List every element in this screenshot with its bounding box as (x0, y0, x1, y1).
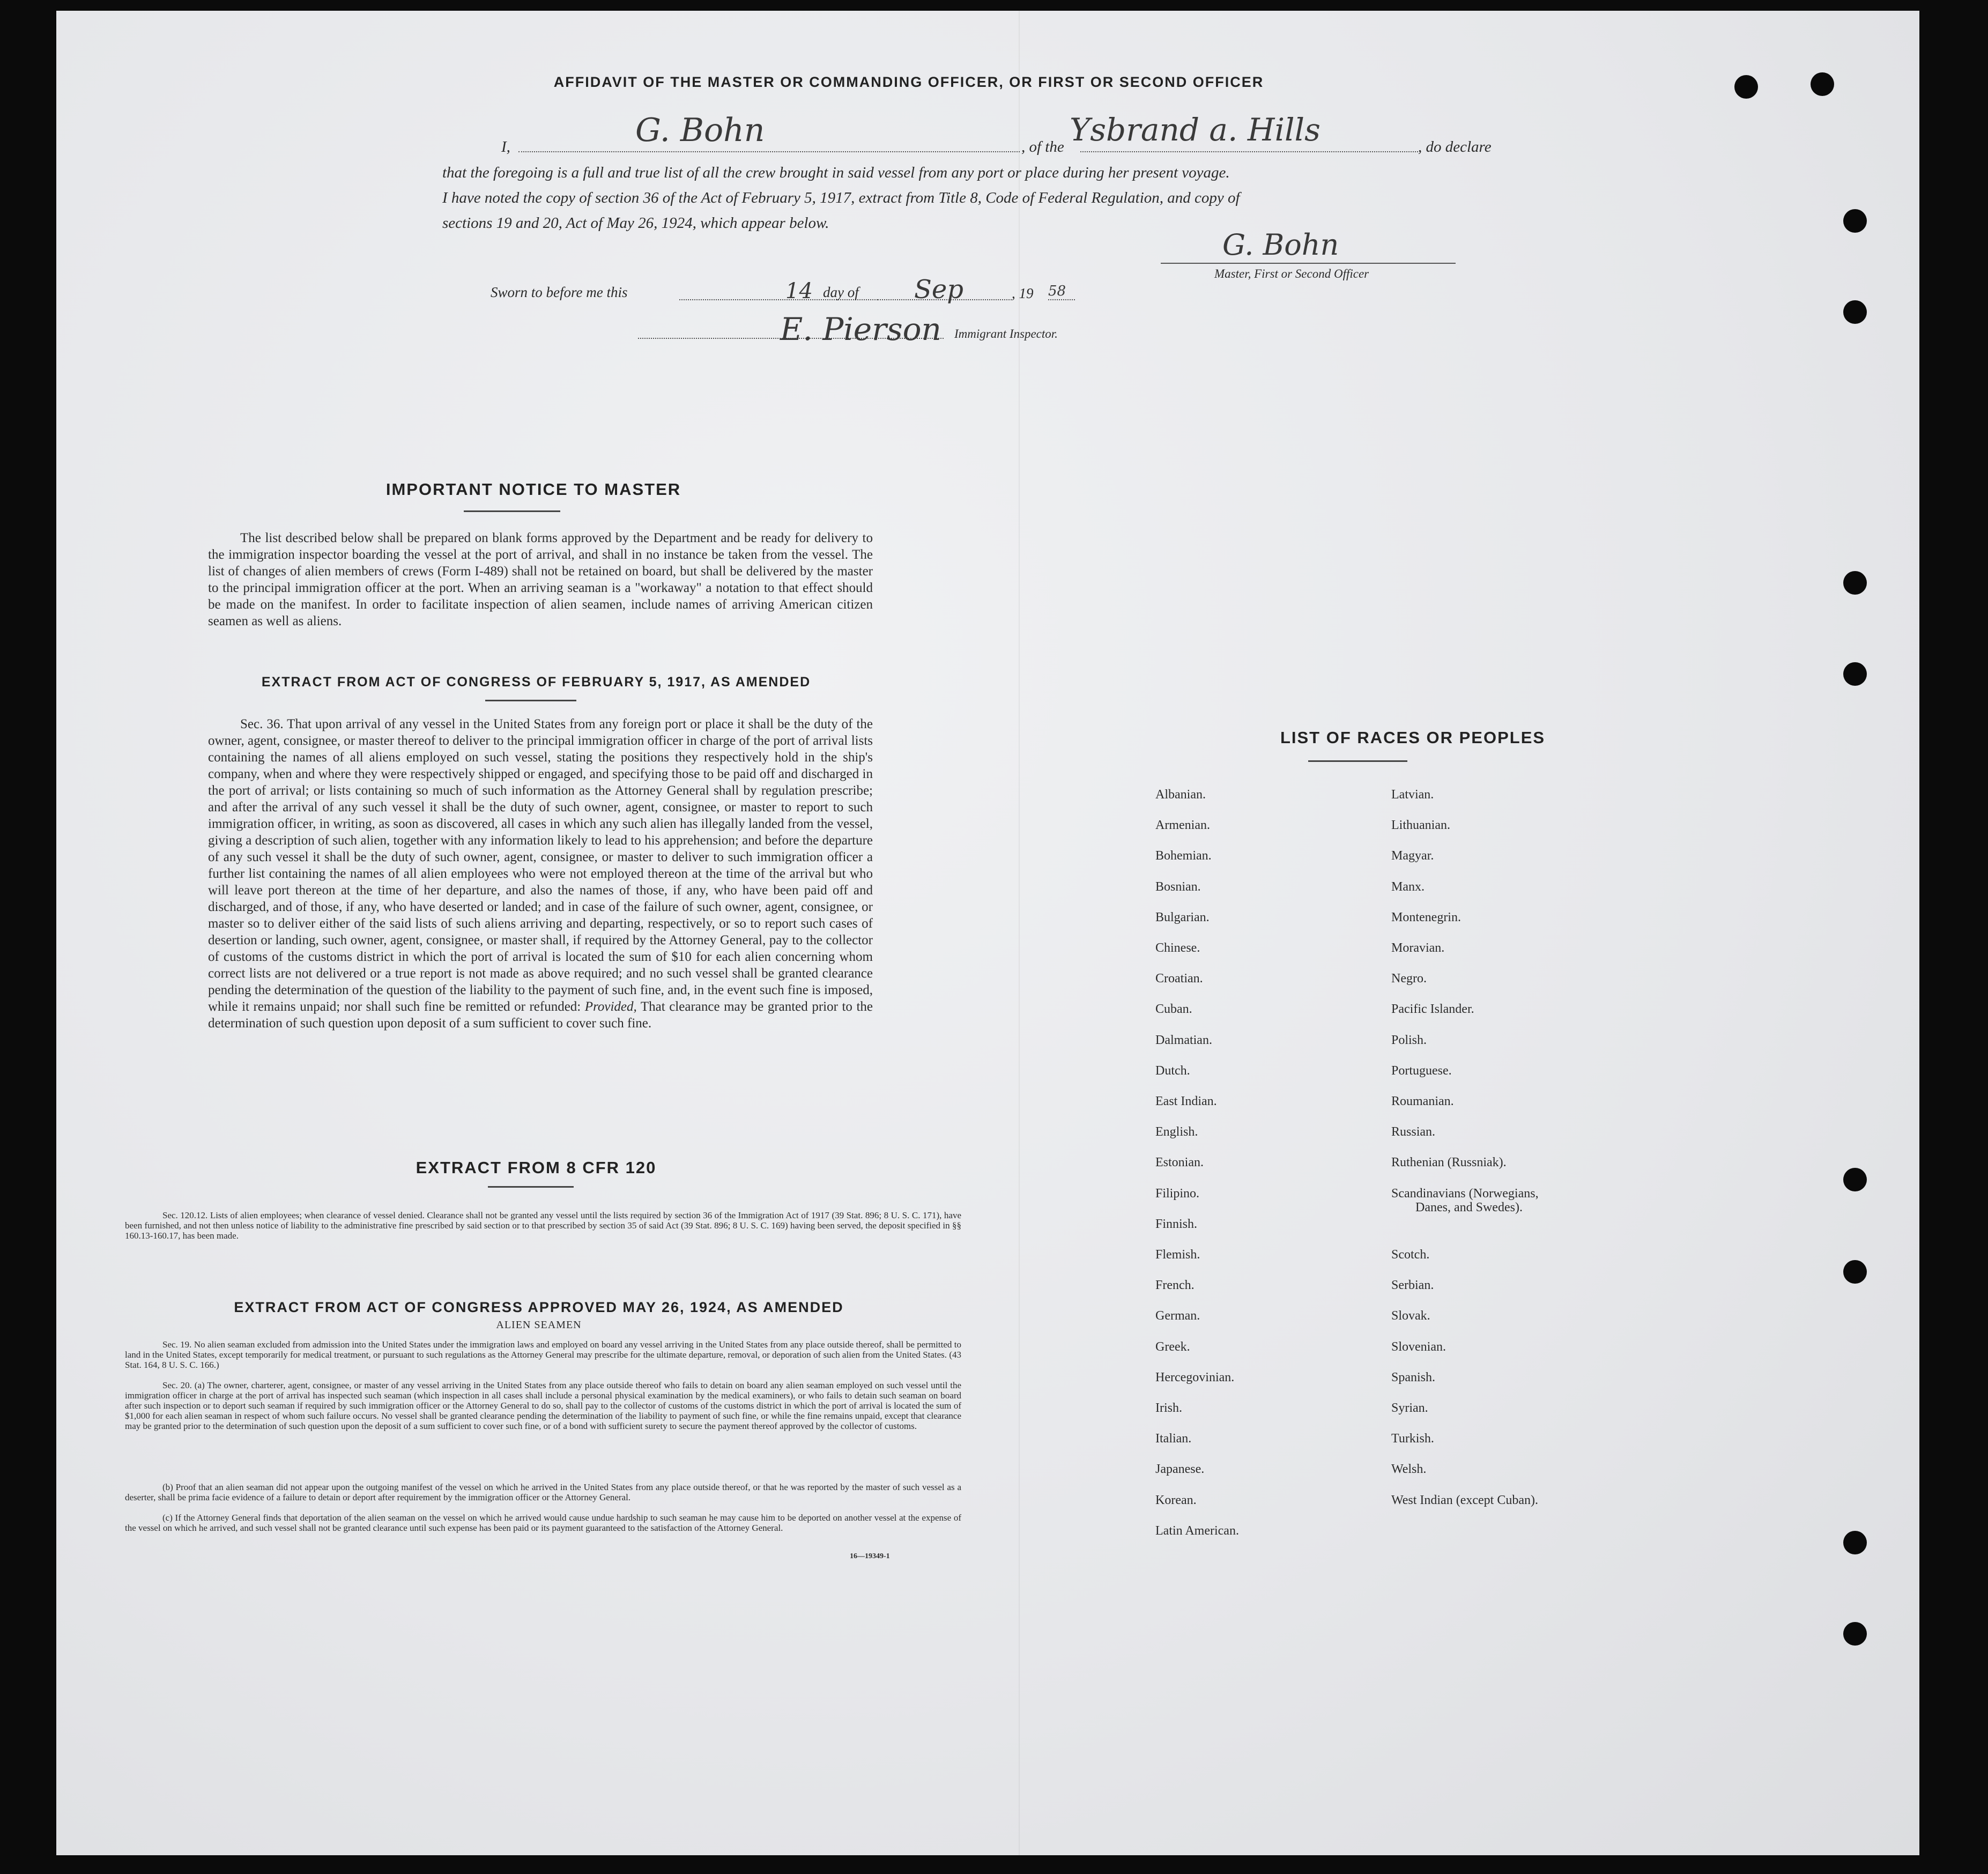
cfr-title-underline (488, 1186, 574, 1188)
race-item: Bulgarian. (1155, 910, 1210, 924)
notice-body: The list described below shall be prepared on blank forms approved by the Department and be ready for delivery to the immigration inspector boarding the vessel at the port of arrival, and shall in no instance be taken from the vessel. The list of changes of alien members of crews (Form I-489) shall not be retained on board, but shall be delivered by the master to the principal immigration officer at the port. When an arriving seaman is a "workaway" a notation to that effect should be made on the manifest. In order to facilitate inspection of alien seamen, include names of arriving American citizen seamen as well as aliens. (208, 531, 873, 628)
declare-label: , do declare (1418, 138, 1492, 155)
signature-line (1161, 263, 1456, 264)
race-item: Turkish. (1391, 1432, 1434, 1446)
race-item: West Indian (except Cuban). (1391, 1493, 1538, 1507)
affidavit-line-3: I have noted the copy of section 36 of the Act of February 5, 1917, extract from Title 8, Code of Federal Regulation, and copy of (442, 189, 1240, 206)
punch-hole (1811, 72, 1834, 96)
race-item: Portuguese. (1391, 1063, 1452, 1078)
race-item: Syrian. (1391, 1401, 1428, 1415)
race-item: Welsh. (1391, 1462, 1427, 1477)
form-number: 16—19349-1 (850, 1552, 890, 1560)
race-item: Estonian. (1155, 1155, 1204, 1170)
act1917-provided: Provided, (584, 999, 637, 1014)
affidavit-line-4: sections 19 and 20, Act of May 26, 1924, which appear below. (442, 214, 829, 232)
race-item: Scandinavians (Norwegians, (1391, 1186, 1539, 1201)
race-item: Magyar. (1391, 849, 1434, 863)
punch-hole (1734, 75, 1758, 99)
race-item: Dutch. (1155, 1063, 1190, 1078)
race-item: Cuban. (1155, 1002, 1192, 1017)
race-item: Roumanian. (1391, 1094, 1454, 1108)
race-item: Manx. (1391, 879, 1425, 894)
cfr-body: Sec. 120.12. Lists of alien employees; when clearance of vessel denied. Clearance shall not be granted any vessel until the lists required by section 36 of the Immigration Act of 1917 (39 Stat. 896; 8 U. S. C. 171), have been furnished, and not then unless notice of liability to the administrative fine prescribed by said section or to that prescribed by section 35 of said Act (39 Stat. 896; 8 U. S. C. 169) having been served, the deposit specified in §§ 160.13-160.17, has been made. (125, 1210, 961, 1241)
punch-hole (1843, 300, 1867, 324)
race-item: Montenegrin. (1391, 910, 1461, 924)
race-item: German. (1155, 1309, 1200, 1323)
punch-hole (1843, 1622, 1867, 1646)
of-the-label: , of the (1021, 138, 1064, 155)
act1924-title: EXTRACT FROM ACT OF CONGRESS APPROVED MAY 26, 1924, AS AMENDED (234, 1299, 844, 1315)
race-item: Filipino. (1155, 1186, 1200, 1201)
race-item: Polish. (1391, 1033, 1427, 1047)
race-item: Moravian. (1391, 941, 1445, 955)
race-item: Negro. (1391, 972, 1427, 986)
race-item: Chinese. (1155, 941, 1200, 955)
act1917-body-main: Sec. 36. That upon arrival of any vessel in the United States from any foreign port or place it shall be the duty of the owner, agent, consignee, or master thereof to deliver to the principal immigration officer in charge of the port of arrival lists containing the names of all aliens employed on such vessel, stating the positions they respectively hold in the ship's company, when and where they were respectively shipped or engaged, and specifying those to be paid off and discharged in the port of arrival; or lists containing so much of such information as the Attorney General shall by regulation prescribe; and after the arrival of any such vessel it shall be the duty of such owner, agent, consignee, or master to report to such immigration officer, in writing, as soon as discovered, all cases in which any such alien has illegally landed from the vessel, giving a description of such alien, together with any information likely to lead to his apprehension; and before the departure of any such vessel it shall be the duty of such owner, agent, consignee, or master to deliver to such immigration officer a further list containing the names of all alien employees who were not employed thereon at the time of the arrival but who will leave port thereon at the time of her departure, and also the names of those, if any, who have been paid off and discharged, and of those, if any, who have deserted or landed; and in case of the failure of such owner, agent, consignee, or master so to deliver either of the said lists of such aliens arriving and departing, respectively, or so to report such cases of desertion or landing, such owner, agent, consignee, or master shall, if required by the Attorney General, pay to the collector of customs of the customs district in which the port of arrival is located the sum of $10 for each alien concerning whom correct lists are not delivered or a true report is not made as above required; and no such vessel shall be granted clearance pending the determination of the question of the liability to the payment of such fine, and, in the event such fine is imposed, while it remains unpaid; nor shall such fine be remitted or refunded: (208, 717, 873, 1014)
cfr-title: EXTRACT FROM 8 CFR 120 (416, 1158, 657, 1177)
race-item: Armenian. (1155, 818, 1210, 833)
master-signature-handwritten: G. Bohn (1222, 228, 1339, 262)
act1917-body (208, 716, 873, 1032)
races-title-underline (1308, 760, 1407, 762)
race-item: Latin American. (1155, 1523, 1239, 1538)
sworn-label: Sworn to before me this (491, 284, 628, 300)
punch-hole (1843, 1168, 1867, 1191)
act1924-sec19: Sec. 19. No alien seaman excluded from admission into the United States under the immigration laws and employed on board any vessel arriving in the United States from any place outside thereof, shall be permitted to land in the United States, except temporarily for medical treatment, or pursuant to such regulations as the Attorney General may prescribe for the ultimate departure, removal, or deporation of such alien from the United States. (43 Stat. 164, 8 U. S. C. 166.) (125, 1339, 961, 1370)
act1924-sec20a: Sec. 20. (a) The owner, charterer, agent, consignee, or master of any vessel arriving in the United States from any place outside thereof who fails to detain on board any alien seaman employed on such vessel until the immigration officer in charge at the port of arrival has inspected such seaman (which inspection in all cases shall include a personal physical examination by the medical examiners), or who fails to detain such seaman on board after such inspection or to deport such seaman if required by such immigration officer or the Attorney General to do so, shall pay to the collector of customs of the customs district in which the port of arrival is located the sum of $1,000 for each alien seaman in respect of whom such failure occurs. No vessel shall be granted clearance pending the determination of the liability to payment of such fine, or while the fine remains unpaid, except that clearance may be granted prior to the determination of such question upon the deposit of a sum sufficient to cover such fine, or of a bond with sufficient surety to secure the payment thereof approved by the collector of customs. (125, 1380, 961, 1431)
punch-hole (1843, 1260, 1867, 1284)
punch-hole (1843, 571, 1867, 595)
vessel-name-line (1080, 151, 1418, 152)
year-line (1048, 299, 1075, 300)
inspector-signature-handwritten: E. Pierson (780, 311, 941, 347)
act1917-title-underline (485, 700, 576, 701)
race-item: Italian. (1155, 1432, 1192, 1446)
officer-name-handwritten: G. Bohn (635, 112, 765, 149)
race-item: Greek. (1155, 1339, 1190, 1354)
race-item: Lithuanian. (1391, 818, 1450, 833)
signature-caption: Master, First or Second Officer (1214, 267, 1369, 280)
race-item: Pacific Islander. (1391, 1002, 1474, 1017)
race-scandinavians-continued: Danes, and Swedes). (1415, 1201, 1523, 1214)
act1917-title: EXTRACT FROM ACT OF CONGRESS OF FEBRUARY 5, 1917, AS AMENDED (261, 675, 811, 690)
races-title: LIST OF RACES OR PEOPLES (1280, 728, 1546, 747)
year-label: , 19 (1012, 285, 1034, 301)
race-item: Flemish. (1155, 1248, 1200, 1262)
sworn-day-handwritten: 14 (785, 279, 813, 303)
officer-name-line (518, 151, 1020, 152)
race-item: English. (1155, 1125, 1198, 1139)
i-label: I, (501, 138, 510, 155)
race-item: East Indian. (1155, 1094, 1217, 1108)
race-item: Scotch. (1391, 1248, 1430, 1262)
year-handwritten: 58 (1048, 283, 1066, 299)
punch-hole (1843, 209, 1867, 233)
affidavit-line-2: that the foregoing is a full and true list of all the crew brought in said vessel from any port or place during her present voyage. (442, 164, 1230, 181)
act1924-subtitle: ALIEN SEAMEN (496, 1319, 582, 1331)
sworn-month-handwritten: Sep (914, 275, 964, 305)
act1924-sec20c: (c) If the Attorney General finds that deportation of the alien seaman on the vessel on which he arrived would cause undue hardship to such seaman he may cause him to be deported on another vessel at the expense of the vessel on which he arrived, and such vessel shall not be granted clearance until such expense has been paid or its payment guaranteed to the satisfaction of the Attorney General. (125, 1513, 961, 1533)
race-item: Croatian. (1155, 972, 1203, 986)
act1917-body-end: That clearance may be granted prior to the determination of such question upon deposit of a sum sufficient to cover such fine. (208, 999, 873, 1031)
race-item: Slovak. (1391, 1309, 1430, 1323)
race-item: Irish. (1155, 1401, 1182, 1415)
race-item: Japanese. (1155, 1462, 1205, 1477)
race-item: Spanish. (1391, 1370, 1436, 1384)
punch-hole (1843, 662, 1867, 686)
race-item: Korean. (1155, 1493, 1197, 1507)
day-of-label: day of (823, 284, 859, 300)
race-item: Serbian. (1391, 1278, 1434, 1293)
race-item: French. (1155, 1278, 1195, 1293)
vessel-name-handwritten: Ysbrand a. Hills (1070, 112, 1321, 148)
race-item: Bosnian. (1155, 879, 1201, 894)
punch-hole (1843, 1531, 1867, 1554)
race-item: Slovenian. (1391, 1339, 1446, 1354)
race-item: Russian. (1391, 1125, 1436, 1139)
race-item: Albanian. (1155, 788, 1206, 802)
race-item: Latvian. (1391, 788, 1434, 802)
document-page (56, 11, 1919, 1855)
affidavit-title: AFFIDAVIT OF THE MASTER OR COMMANDING OFFICER, OR FIRST OR SECOND OFFICER (553, 74, 1264, 90)
race-item: Ruthenian (Russniak). (1391, 1155, 1507, 1170)
race-item: Hercegovinian. (1155, 1370, 1235, 1384)
notice-title-underline (464, 510, 560, 512)
race-item: Finnish. (1155, 1217, 1198, 1231)
act1924-sec20b: (b) Proof that an alien seaman did not appear upon the outgoing manifest of the vessel on which he arrived in the United States from any place outside thereof, or that he was reported by the master of such vessel as a deserter, shall be prima facie evidence of a failure to detain or deport after requirement by the immigration officer or the Attorney General. (125, 1482, 961, 1502)
notice-title: IMPORTANT NOTICE TO MASTER (385, 480, 681, 499)
race-item: Dalmatian. (1155, 1033, 1212, 1047)
inspector-caption: Immigrant Inspector. (954, 327, 1058, 340)
race-item: Bohemian. (1155, 849, 1212, 863)
